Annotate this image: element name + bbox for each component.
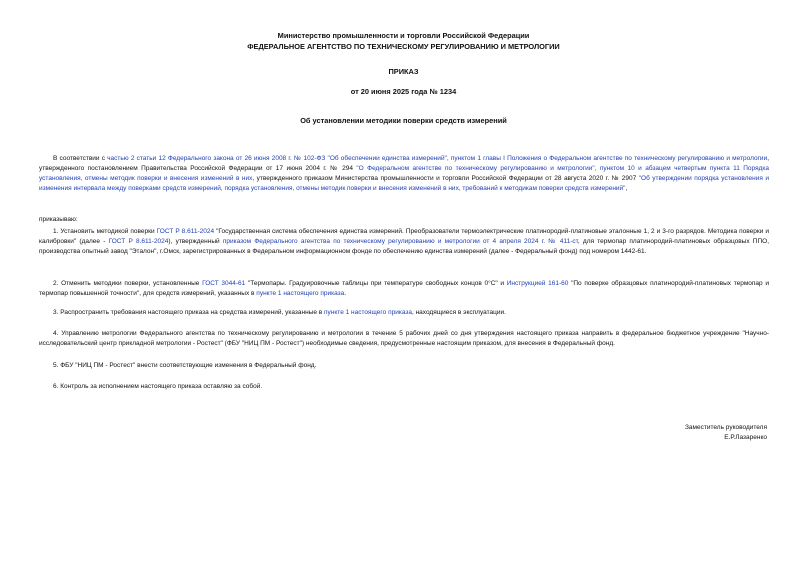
gost-3044-link[interactable]: ГОСТ 3044-61 xyxy=(202,280,246,287)
preamble-paragraph xyxy=(39,154,769,194)
gost-8611-link-2[interactable]: ГОСТ Р 8.611-2024 xyxy=(108,238,169,245)
item-3-text-2: , находящиеся в эксплуатации. xyxy=(411,309,506,316)
item-1-text-1: 1. Установить методикой поверки xyxy=(53,228,157,235)
item-1-text-2: "Государственная система обеспечения единства измерений. Преобразователи термоэлектрические платинородий-платиновые эталонные 1, 2 и 3-го разрядов. Методика поверки и калибровки" (далее - xyxy=(39,228,769,245)
item-1-text-4: , для термопар платинородий-платиновых образцовых ППО, производства опытный завод "Эталон", г.Омск, зарегистрированных в Федеральном информационном фонде по обеспечению единства измерений (далее - Федеральный фонд) под номером 1442-61. xyxy=(39,238,769,255)
preamble-text-1: В соответствии с xyxy=(53,155,108,162)
item-2-text-4: . xyxy=(344,290,347,297)
item-1-reference-link[interactable]: пункте 1 настоящего приказа xyxy=(256,290,345,297)
order-411-link[interactable]: приказом Федерального агентства по техническому регулированию и метрологии от 4 апреля 2024 г. № 411-ст xyxy=(222,238,578,245)
item-3-paragraph xyxy=(39,308,769,318)
item-6-paragraph: 6. Контроль за исполнением настоящего приказа оставляю за собой. xyxy=(53,383,263,390)
agency-name: ФЕДЕРАЛЬНОЕ АГЕНТСТВО ПО ТЕХНИЧЕСКОМУ РЕГУЛИРОВАНИЮ И МЕТРОЛОГИИ xyxy=(247,42,560,51)
document-title: Об установлении методики поверки средств измерений xyxy=(300,116,507,125)
document-date-number: от 20 июня 2025 года № 1234 xyxy=(350,87,457,96)
signature-name: Е.Р.Лазаренко xyxy=(724,434,767,441)
item-2-text-1: 2. Отменить методики поверки, установленные xyxy=(53,280,203,287)
item-2-text-3: "По поверке образцовых платинородий-платиновых термопар и термопар повышенной точности", для средств измерений, указанных в xyxy=(39,280,769,297)
preamble-text-3: , утвержденного приказом Министерства промышленности и торговли Российской Федерации от 28 августа 2020 г. № 2907 xyxy=(252,175,639,182)
document-type: ПРИКАЗ xyxy=(388,67,419,76)
gost-8611-link[interactable]: ГОСТ Р 8.611-2024 xyxy=(156,228,215,235)
item-1-reference-link-2[interactable]: пункте 1 настоящего приказа xyxy=(324,309,412,316)
ministry-name: Министерство промышленности и торговли Российской Федерации xyxy=(277,31,530,40)
item-3-text-1: 3. Распространить требования настоящего приказа на средства измерений, указанные в xyxy=(53,309,325,316)
order-2907-link[interactable]: "Об утверждении порядка установления и изменения интервала между поверками средств измерений, порядка установления, отмены методик поверки и внесения изменений в них, требований к методикам поверки средств измерений" xyxy=(39,175,769,192)
law-link[interactable]: частью 2 статьи 12 Федерального закона от 26 июня 2008 г. № 102-ФЗ "Об обеспечении единства измерений", пунктом 1 главы I Положения о Федеральном агентстве по техническому регулированию и метрологии xyxy=(107,155,768,162)
item-1-paragraph xyxy=(39,227,769,257)
order-word: приказываю: xyxy=(39,216,78,223)
regulation-link[interactable]: "О Федеральном агентстве по техническому регулированию и метрологии", пунктом 10 и абзацем четвертым пункта 11 Порядка установления, отмены методик поверки и внесения изменений в них xyxy=(39,165,769,182)
instruction-161-link[interactable]: Инструкцией 161-60 xyxy=(506,280,569,287)
item-1-text-3: ), утвержденный xyxy=(168,238,223,245)
item-5-paragraph: 5. ФБУ "НИЦ ПМ - Ростест" внести соответствующие изменения в Федеральный фонд. xyxy=(53,362,317,369)
item-2-text-2: "Термопары. Градуировочные таблицы при температуре свободных концов 0°С" и xyxy=(245,280,507,287)
item-4-paragraph: 4. Управлению метрологии Федерального агентства по техническому регулированию и метрологии в течение 5 рабочих дней со дня утверждения настоящего приказа направить в федеральное бюджетное учреждение "Научно-исследовательский центр прикладной метрологии - Ростест" (ФБУ "НИЦ ПМ - Ростест") необходимые сведения, предусмотренные настоящим приказом, для внесения в Федеральный фонд. xyxy=(39,330,769,347)
signature-position: Заместитель руководителя xyxy=(685,424,767,431)
item-2-paragraph xyxy=(39,279,769,299)
preamble-text-2: , утвержденного постановлением Правительства Российской Федерации от 17 июня 2004 г. № 294 xyxy=(39,155,770,172)
preamble-text-4: , xyxy=(625,185,628,192)
